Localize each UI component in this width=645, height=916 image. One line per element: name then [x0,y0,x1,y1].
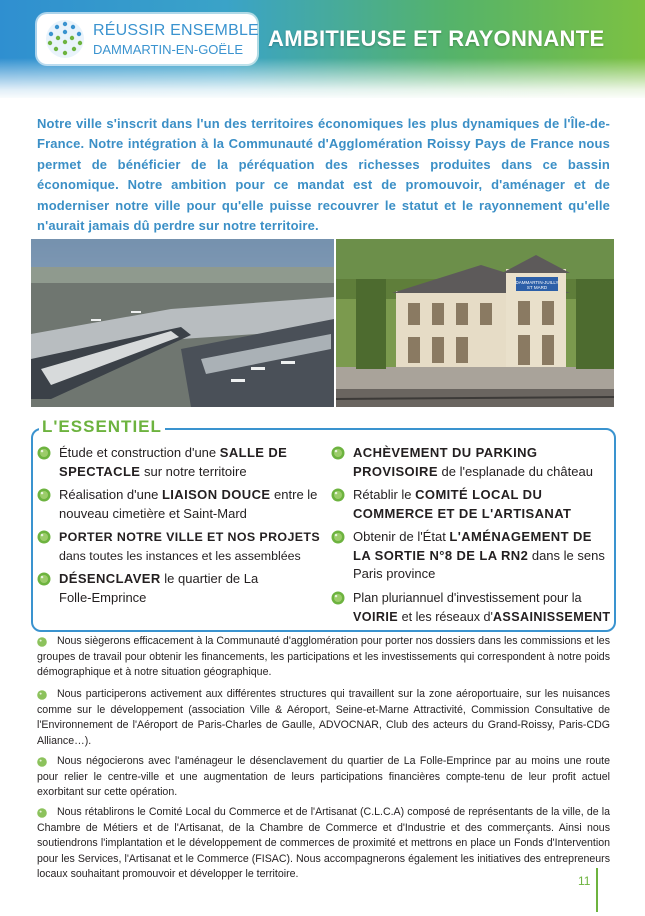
logo-line-2: DAMMARTIN-EN-GOËLE [93,42,243,57]
paragraph-agglomeration: Nous siègerons efficacement à la Communauté d'agglomération pour porter nos dossiers dans les commissions et les groupes de travail pour obtenir les financements, les participations et les investissements qui correspondent à notre poids démographique et à notre situation géographique. [37,635,610,679]
globe-bullet-icon [37,572,51,586]
globe-bullet-icon [331,591,345,605]
globe-bullet-icon [331,446,345,460]
essentiel-item-salle: Étude et construction d'une SALLE DE SPECTACLE sur notre territoire [59,445,288,479]
essentiel-item-porter: PORTER NOTRE VILLE ET NOS PROJETS dans toutes les instances et les assemblées [59,530,321,563]
paragraph-aeroport: Nous participerons activement aux différentes structures qui travaillent sur la zone aéroportuaire, sur les nuisances comme sur le développement (association Ville & Aéroport, Seine-et-Marne Attractivité, Commission Consultative de l'Environnement de l'Aéroport de Paris-Charles de Gaulle, ADVOCNAR, Club des acteurs du Grand-Roissy, Paris-CDG Alliance…). [37,688,610,747]
essentiel-item-liaison: Réalisation d'une LIAISON DOUCE entre le nouveau cimetière et Saint-Mard [59,487,318,521]
page-number-rule [596,868,598,912]
paragraph-clca: Nous rétablirons le Comité Local du Commerce et de l'Artisanat (C.L.C.A) composé de représentants de la ville, de la Chambre de Métiers et de l'Artisanat, de la Chambre de Commerce et d'Industrie et des commerçants. Ainsi nous soutiendrons l'implantation et le développement de commerces de proximité et mettrons en place un Fonds d'Intervention pour les Services, l'Artisanat et le Commerce (FISAC). Nous accompagnerons également les initiatives des entrepreneurs locaux souhaitant promouvoir et développer le territoire. [37,806,610,881]
globe-bullet-icon [37,446,51,460]
paragraph-folle-emprince: Nous négocierons avec l'aménageur le désenclavement du quartier de La Folle-Emprince par au moins une route pour relier le centre-ville et une augmentation de leurs participations financières compte-tenu de leur profit actuel exorbitant sur cette opération. [37,755,610,799]
airport-aerial-photo [31,239,334,407]
essentiel-label: L'ESSENTIEL [39,417,165,437]
page-number: 11 [578,874,591,888]
page-title: AMBITIEUSE ET RAYONNANTE [268,26,605,51]
svg-text:ST MARD: ST MARD [526,285,548,290]
essentiel-item-voirie: Plan pluriannuel d'investissement pour la VOIRIE et les réseaux d'ASSAINISSEMENT [353,591,611,624]
globe-bullet-icon [331,530,345,544]
essentiel-item-parking: ACHÈVEMENT DU PARKING PROVISOIRE de l'esplanade du château [353,445,593,479]
logo-line-1: RÉUSSIR ENSEMBLE [93,22,259,39]
intro-paragraph: Notre ville s'inscrit dans l'un des territoires économiques les plus dynamiques de l'Île-de-France. Notre intégration à la Communauté d'Agglomération Roissy Pays de France nous permet de bénéficier de la péréquation des richesses produites dans ce bassin économique. Notre ambition pour ce mandat est de promouvoir, d'aménager et de moderniser notre ville pour qu'elle puisse recouvrer le statut et le rayonnement qu'elle n'aurait jamais dû perdre sur notre territoire. [37,116,610,234]
globe-bullet-icon [331,488,345,502]
essentiel-item-desenclaver: DÉSENCLAVER le quartier de La Folle-Emprince [59,571,259,605]
globe-logo-icon [43,18,87,60]
globe-bullet-icon [37,488,51,502]
train-station-photo [336,239,614,407]
svg-text:DAMMARTIN-JUILLY: DAMMARTIN-JUILLY [515,280,559,285]
globe-bullet-icon [37,530,51,544]
essentiel-item-comite: Rétablir le COMITÉ LOCAL DU COMMERCE ET DE L'ARTISANAT [353,487,572,521]
essentiel-item-rn2: Obtenir de l'État L'AMÉNAGEMENT DE LA SORTIE N°8 DE LA RN2 dans le sens Paris province [353,529,605,581]
header-fade [0,58,645,100]
logo [37,14,257,64]
